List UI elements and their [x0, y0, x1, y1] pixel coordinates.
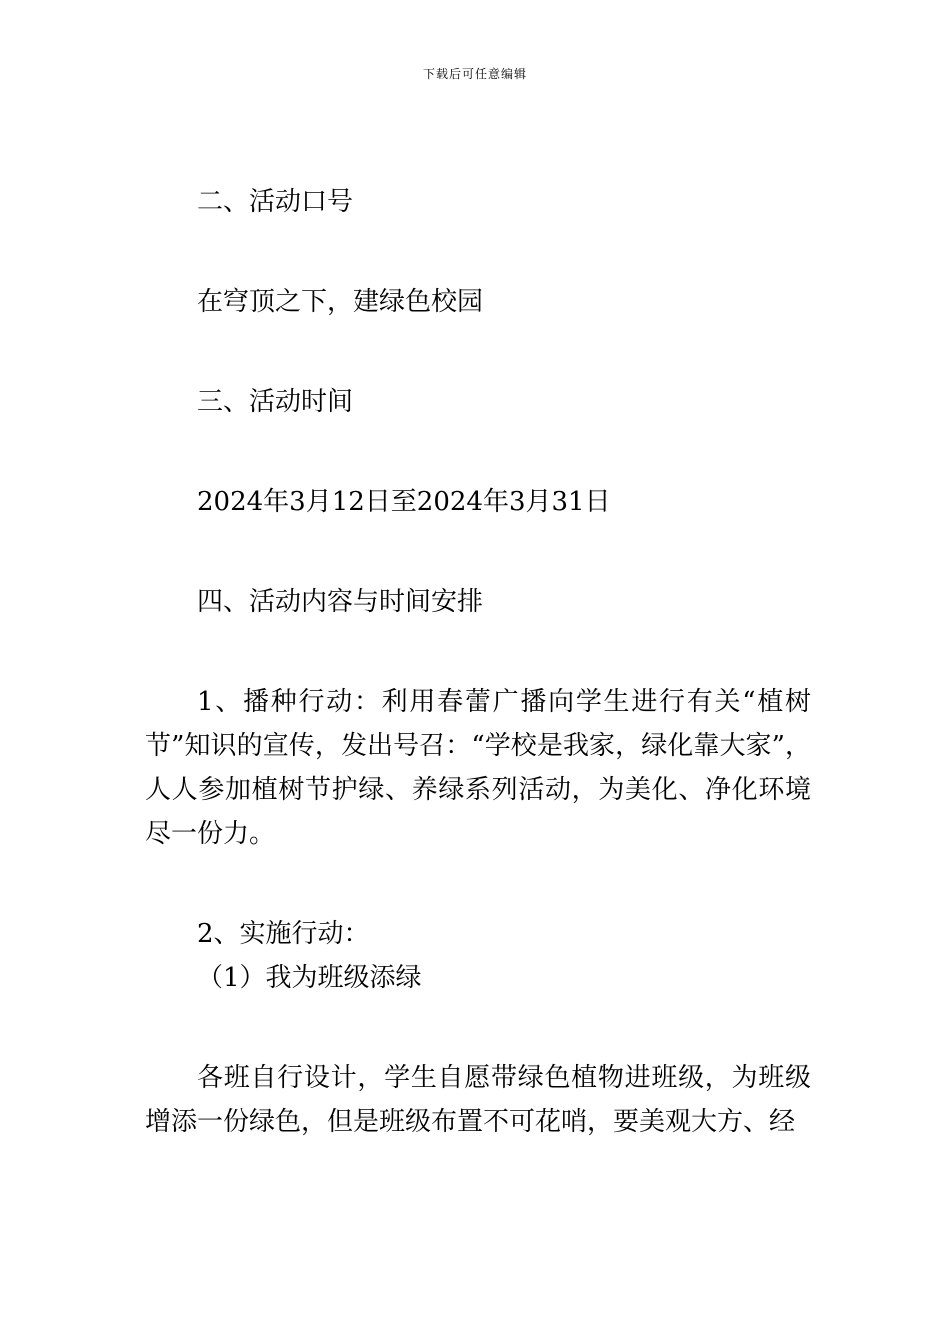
time-text: 2024年3月12日至2024年3月31日 — [197, 487, 611, 517]
item-implementation-action: 2、实施行动： — [197, 919, 370, 949]
slogan-text: 在穹顶之下，建绿色校园 — [197, 287, 484, 317]
sub-item-class-green-text: 各班自行设计，学生自愿带绿色植物进班级，为班级增添一份绿色，但是班级布置不可花哨，要美观大方、经 — [145, 1063, 811, 1137]
item-sowing-action: 1、播种行动：利用春蕾广播向学生进行有关“植树节”知识的宣传，发出号召：“学校是我家，绿化靠大家”，人人参加植树节护绿、养绿系列活动，为美化、净化环境尽一份力。 — [145, 687, 811, 849]
section-heading-content: 四、活动内容与时间安排 — [197, 587, 484, 617]
section-heading-time: 三、活动时间 — [197, 387, 354, 417]
sub-item-class-green: （1）我为班级添绿 — [197, 963, 422, 993]
section-heading-slogan: 二、活动口号 — [197, 187, 354, 217]
page-header-note: 下载后可任意编辑 — [422, 67, 527, 81]
document-body — [145, 180, 811, 1144]
